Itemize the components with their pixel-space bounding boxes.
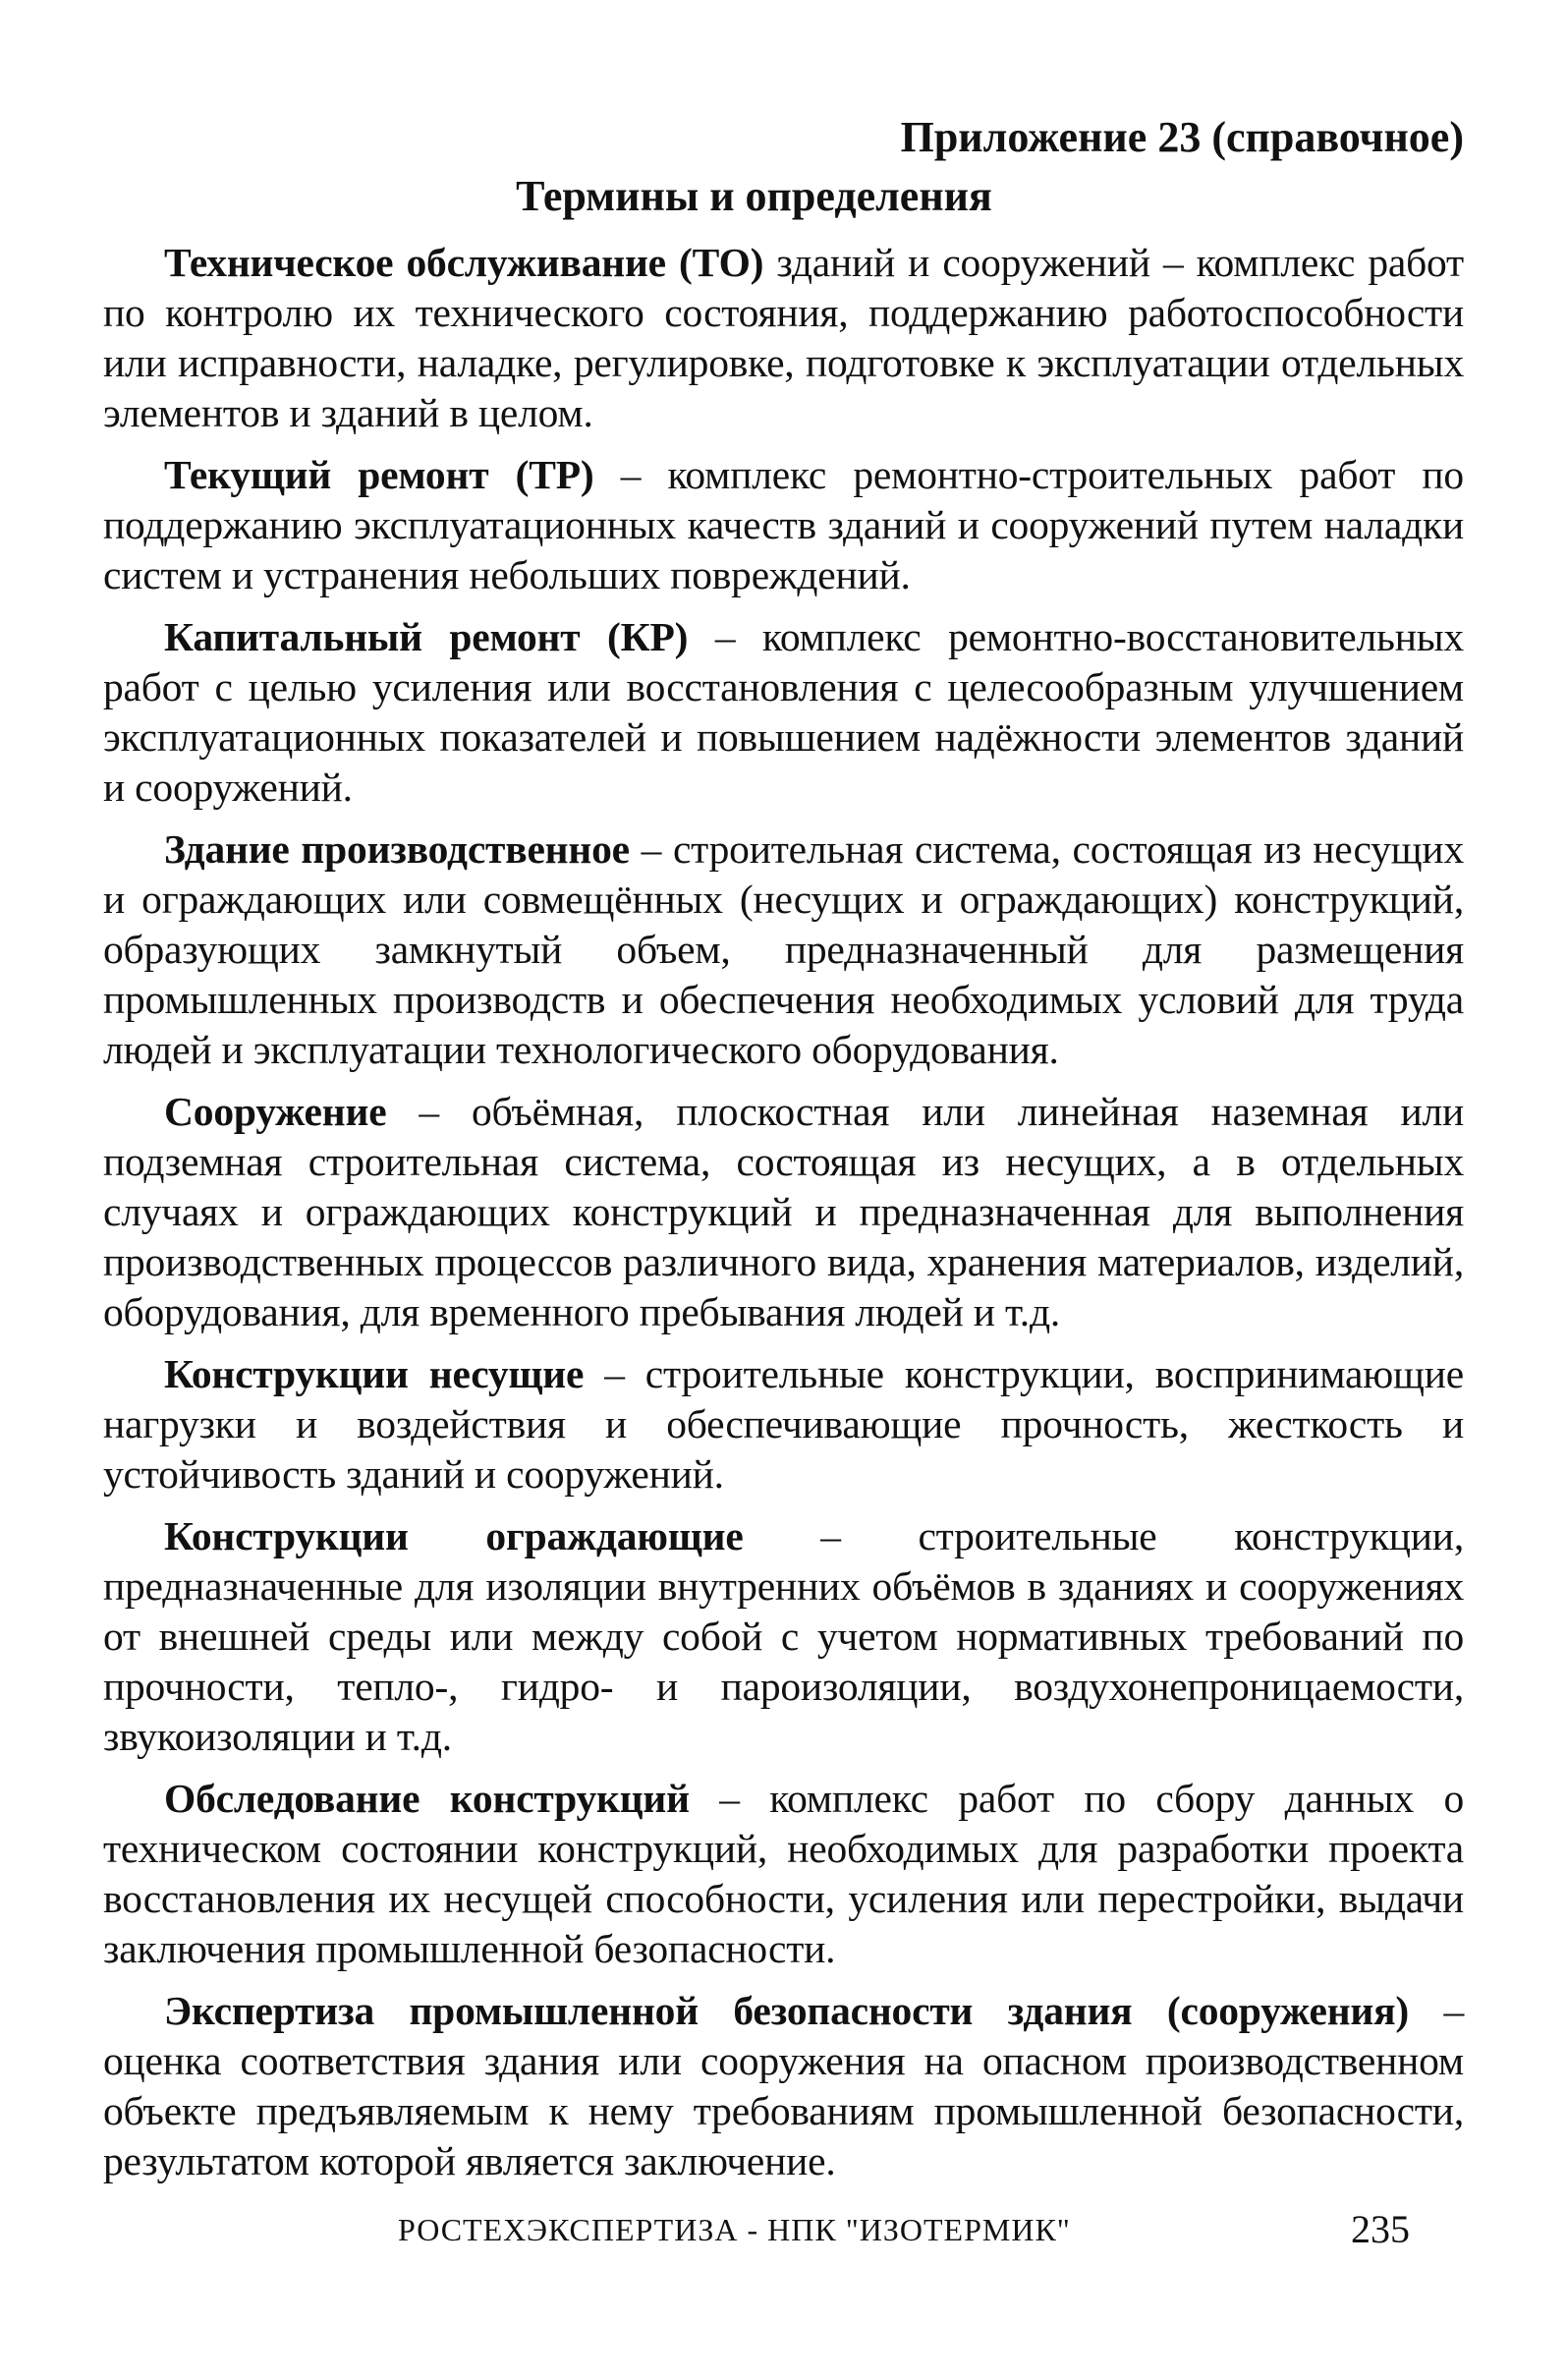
- term-paragraph: [103, 824, 1464, 1075]
- term-name: Конструкции несущие: [164, 1351, 585, 1396]
- page-number: 235: [1351, 2207, 1410, 2251]
- term-definition: – строительная система, состоящая из несущих и ограждающих или совмещённых (несущих и ограждающих) конструкций, образующих замкнутый объем, предназначенный для размещения промышленных производств и обеспечения необходимых условий для труда людей и эксплуатации технологического оборудования.: [103, 826, 1464, 1072]
- term-definition: – объёмная, плоскостная или линейная наземная или подземная строительная система, состоящая из несущих, а в отдельных случаях и ограждающих конструкций и предназначенная для выполнения производственных процессов различного вида, хранения материалов, изделий, оборудования, для временного пребывания людей и т.д.: [103, 1089, 1464, 1334]
- term-name: Конструкции ограждающие: [164, 1513, 744, 1558]
- term-paragraph: [103, 1774, 1464, 1974]
- term-definition: – строительные конструкции, предназначенные для изоляции внутренних объёмов в зданиях и сооружениях от внешней среды или между собой с учетом нормативных требований по прочности, тепло-, гидро- и пароизоляции, воздухонепроницаемости, звукоизоляции и т.д.: [103, 1513, 1464, 1759]
- term-paragraph: [103, 450, 1464, 600]
- term-name: Здание производственное: [164, 826, 630, 872]
- term-name: Текущий ремонт (ТР): [164, 452, 594, 497]
- term-definition: – оценка соответствия здания или сооружения на опасном производственном объекте предъявляемым к нему требованиям промышленной безопасности, результатом которой является заключение.: [103, 1988, 1464, 2183]
- page-footer: [103, 2206, 1464, 2265]
- term-paragraph: [103, 1087, 1464, 1337]
- term-name: Сооружение: [164, 1089, 387, 1134]
- term-name: Техническое обслуживание (ТО): [164, 240, 764, 285]
- term-definition: – комплекс работ по сбору данных о техническом состоянии конструкций, необходимых для разработки проекта восстановления их несущей способности, усиления или перестройки, выдачи заключения промышленной безопасности.: [103, 1776, 1464, 1971]
- term-name: Обследование конструкций: [164, 1776, 690, 1821]
- term-definition: зданий и сооружений – комплекс работ по контролю их технического состояния, поддержанию работоспособности или исправности, наладке, регулировке, подготовке к эксплуатации отдельных элементов и зданий в целом.: [103, 240, 1464, 435]
- document-page: [103, 108, 1464, 2198]
- term-definition: – комплекс ремонтно-восстановительных работ с целью усиления или восстановления с целесообразным улучшением эксплуатационных показателей и повышением надёжности элементов зданий и сооружений.: [103, 614, 1464, 810]
- term-definition: – строительные конструкции, воспринимающие нагрузки и воздействия и обеспечивающие прочность, жесткость и устойчивость зданий и сооружений.: [103, 1351, 1465, 1497]
- term-name: Экспертиза промышленной безопасности здания (сооружения): [164, 1988, 1409, 2033]
- term-paragraph: [103, 1986, 1464, 2186]
- term-definition: – комплекс ремонтно-строительных работ по поддержанию эксплуатационных качеств зданий и сооружений путем наладки систем и устранения небольших повреждений.: [103, 452, 1464, 597]
- appendix-label: Приложение 23 (справочное): [900, 113, 1464, 161]
- term-paragraph: [103, 238, 1464, 438]
- term-paragraph: [103, 1349, 1464, 1500]
- term-name: Капитальный ремонт (КР): [164, 614, 689, 659]
- footer-publisher: РОСТЕХЭКСПЕРТИЗА - НПК "ИЗОТЕРМИК": [398, 2212, 1071, 2247]
- page-title: Термины и определения: [516, 172, 992, 220]
- term-paragraph: [103, 612, 1464, 813]
- term-paragraph: [103, 1511, 1464, 1762]
